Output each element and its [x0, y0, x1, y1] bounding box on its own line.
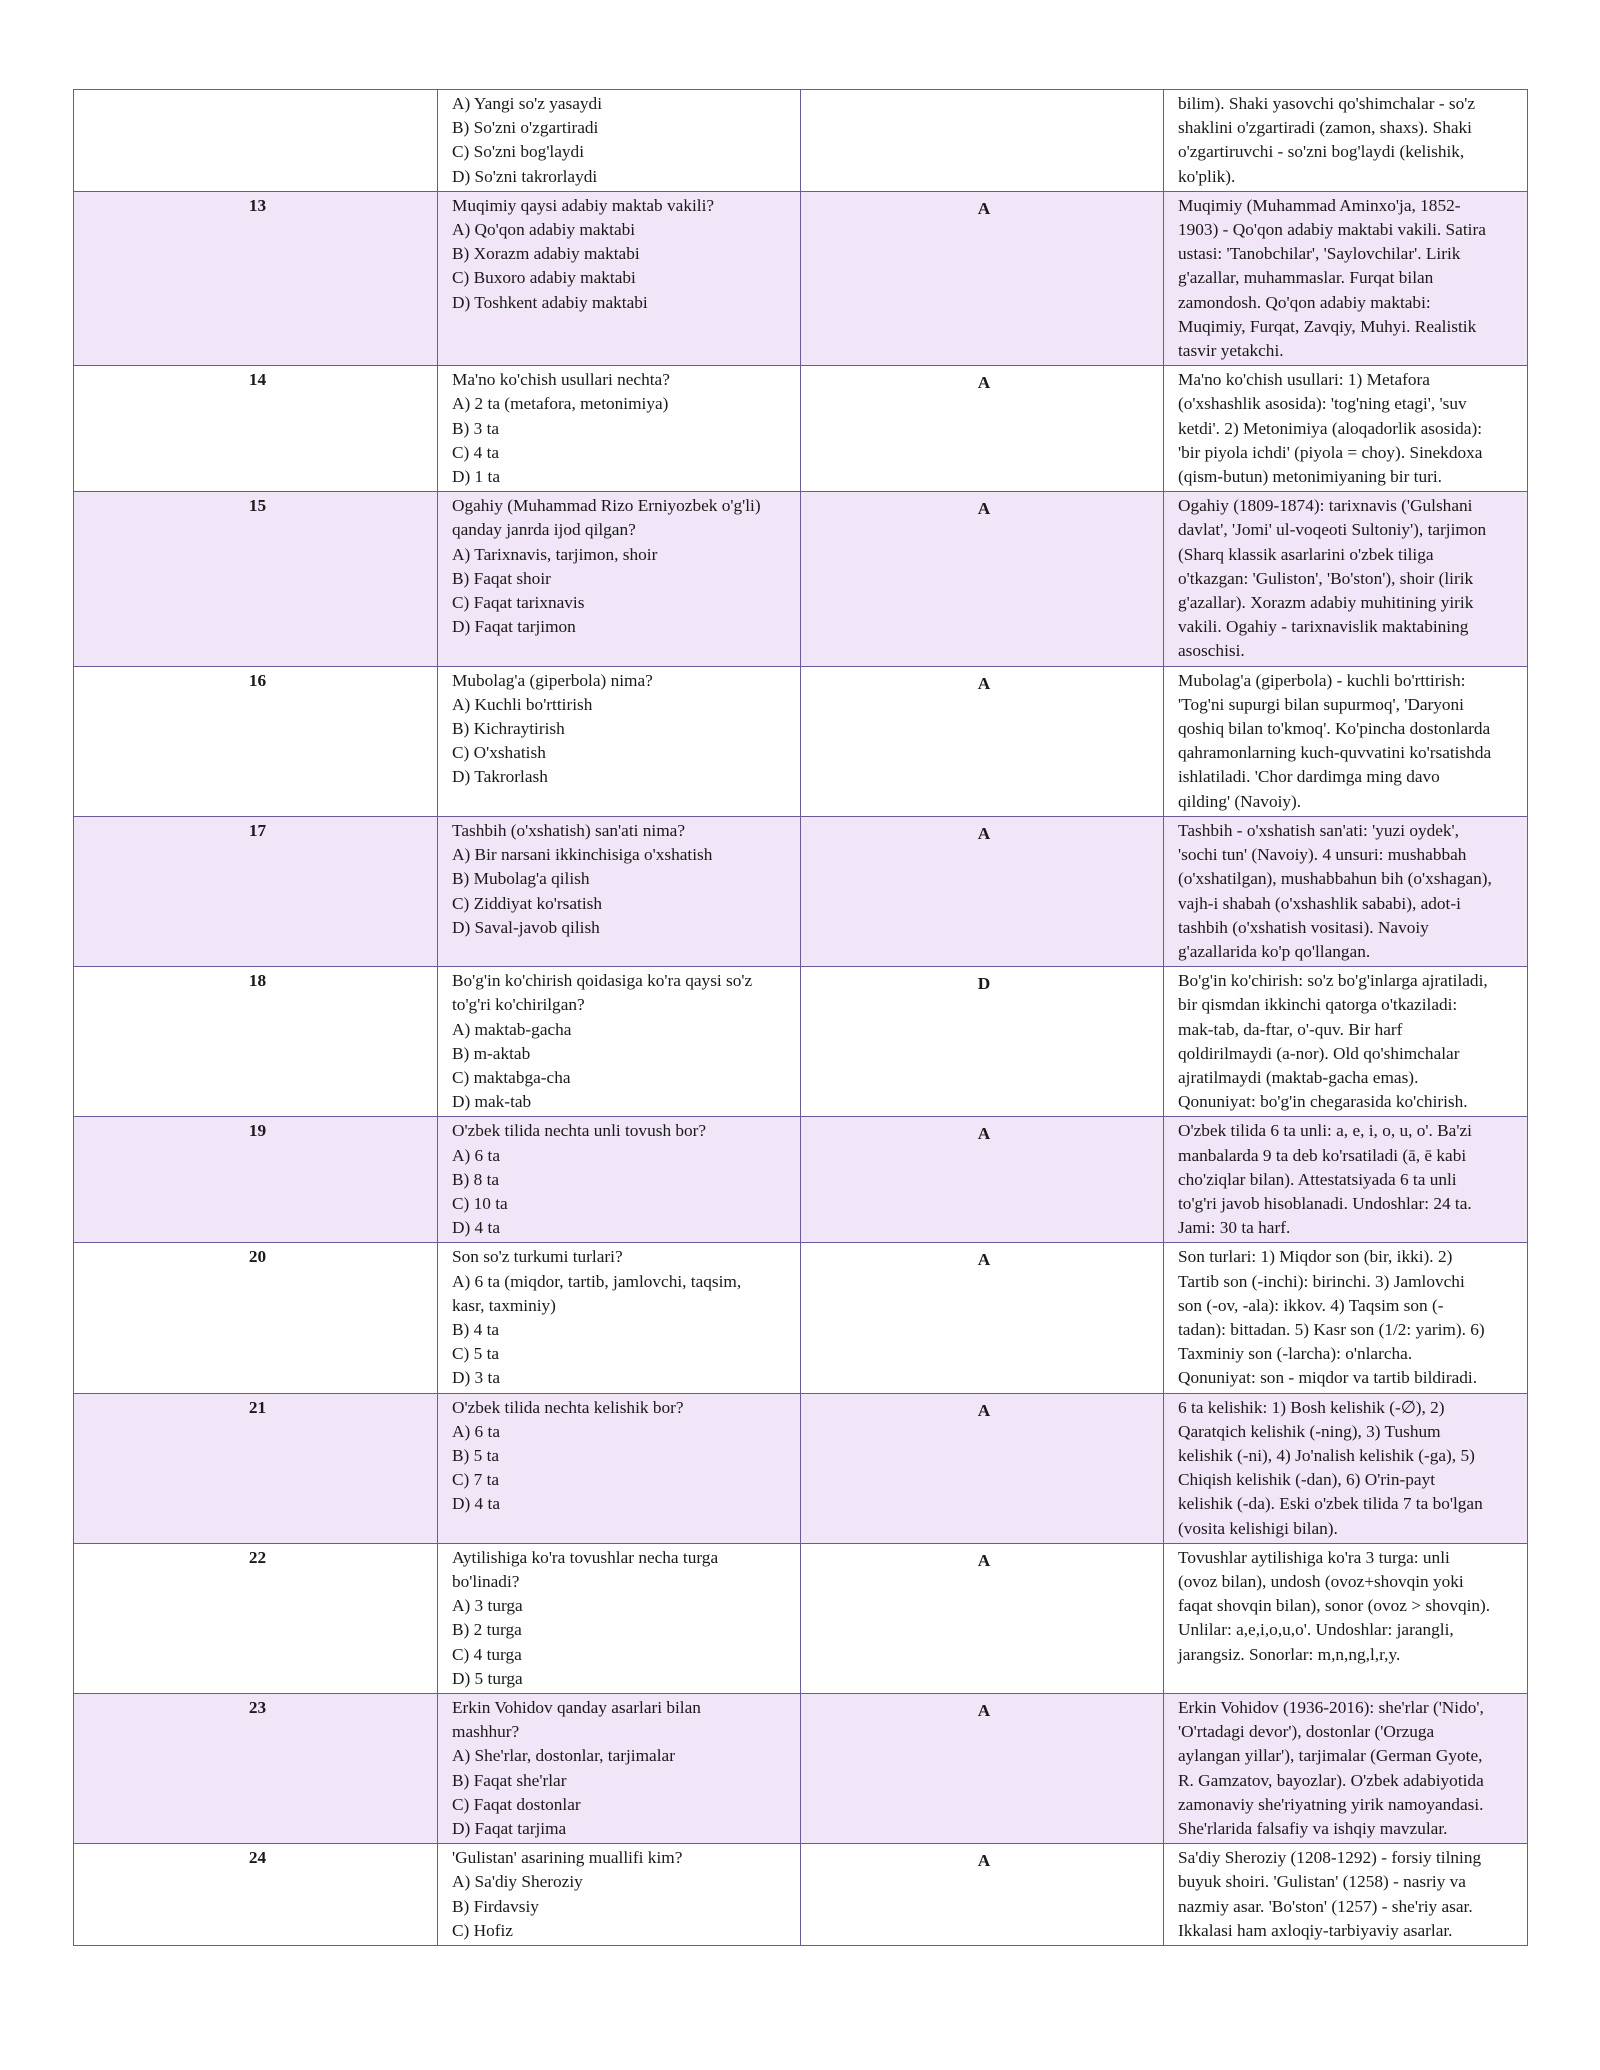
explanation-line: ketdi'. 2) Metonimiya (aloqadorlik asosida):	[1178, 418, 1483, 438]
question-line: B) 2 turga	[452, 1620, 522, 1640]
explanation-line: g'azallarida ko'p qo'llangan.	[1178, 941, 1371, 961]
explanation-line: qilding' (Navoiy).	[1178, 791, 1302, 811]
question-line: C) 4 ta	[452, 442, 500, 462]
explanation-line: tasvir yetakchi.	[1178, 341, 1284, 361]
question-line: D) mak-tab	[452, 1092, 532, 1112]
explanation-line: buyuk shoiri. 'Gulistan' (1258) - nasriy va	[1178, 1872, 1466, 1892]
question-line: B) Kichraytirish	[452, 719, 565, 739]
explanation-line: (Sharq klassik asarlarini o'zbek tiliga	[1178, 544, 1434, 564]
question-text-line: Aytilishiga ko'ra tovushlar necha turga	[452, 1547, 719, 1567]
answer-letter: A	[801, 1117, 1164, 1243]
answer-letter	[801, 90, 1164, 192]
explanation-line: Qonuniyat: bo'g'in chegarasida ko'chirish.	[1178, 1092, 1468, 1112]
explanation-line: nazmiy asar. 'Bo'ston' (1257) - she'riy asar.	[1178, 1896, 1473, 1916]
explanation-line: bilim). Shaki yasovchi qo'shimchalar - so'z	[1178, 94, 1476, 113]
explanation-line: to'g'ri javob hisoblanadi. Undoshlar: 24 ta.	[1178, 1193, 1472, 1213]
question-line: bo'linadi?	[452, 1571, 520, 1591]
question-text-line: Ma'no ko'chish usullari nechta?	[452, 370, 670, 390]
question-line: to'g'ri ko'chirilgan?	[452, 995, 585, 1015]
explanation-line: 6 ta kelishik: 1) Bosh kelishik (-∅), 2)	[1178, 1397, 1445, 1417]
question-row	[74, 967, 1528, 1117]
question-row	[74, 1393, 1528, 1543]
question-number: 19	[74, 1117, 438, 1243]
question-line: B) So'zni o'zgartiradi	[452, 118, 599, 138]
question-row	[74, 191, 1528, 365]
explanation-line: (ovoz bilan), undosh (ovoz+shovqin yoki	[1178, 1571, 1464, 1591]
explanation-line: faqat shovqin bilan), sonor (ovoz > shovqin).	[1178, 1596, 1491, 1616]
explanation-line: son (-ov, -ala): ikkov. 4) Taqsim son (-	[1178, 1295, 1444, 1315]
question-text-cell	[438, 90, 801, 192]
question-text-line: Muqimiy qaysi adabiy maktab vakili?	[452, 195, 715, 215]
answer-letter: A	[801, 191, 1164, 365]
question-row	[74, 816, 1528, 966]
explanation-line: tashbih (o'xshatish vositasi). Navoiy	[1178, 917, 1429, 937]
explanation-cell	[1164, 1243, 1528, 1393]
explanation-line: g'azallar, muhammaslar. Furqat bilan	[1178, 268, 1434, 288]
question-line: C) Ziddiyat ko'rsatish	[452, 893, 602, 913]
question-text-cell	[438, 816, 801, 966]
explanation-cell	[1164, 967, 1528, 1117]
question-row	[74, 492, 1528, 666]
explanation-line: (qism-butun) metonimiyaning bir turi.	[1178, 467, 1442, 487]
question-line: C) Buxoro adabiy maktabi	[452, 268, 636, 288]
question-text-line: Son so'z turkumi turlari?	[452, 1247, 623, 1267]
question-table-body	[74, 90, 1528, 1946]
question-line: D) 1 ta	[452, 467, 500, 487]
explanation-line: Chiqish kelishik (-dan), 6) O'rin-payt	[1178, 1470, 1436, 1490]
explanation-line: 'bir piyola ichdi' (piyola = choy). Sinekdoxa	[1178, 442, 1483, 462]
question-text-line: O'zbek tilida nechta unli tovush bor?	[452, 1121, 707, 1141]
question-number: 16	[74, 666, 438, 816]
explanation-line: Muqimiy, Furqat, Zavqiy, Muhyi. Realistik	[1178, 316, 1477, 336]
question-line: C) maktabga-cha	[452, 1067, 571, 1087]
question-line: B) 3 ta	[452, 418, 500, 438]
question-text-cell	[438, 1543, 801, 1693]
question-number: 17	[74, 816, 438, 966]
question-text-cell	[438, 967, 801, 1117]
explanation-line: tadan): bittadan. 5) Kasr son (1/2: yarim). 6)	[1178, 1319, 1485, 1339]
explanation-cell	[1164, 1844, 1528, 1946]
explanation-line: Qaratqich kelishik (-ning), 3) Tushum	[1178, 1421, 1441, 1441]
question-line: D) So'zni takrorlaydi	[452, 166, 598, 186]
question-line: C) Faqat tarixnavis	[452, 593, 585, 613]
explanation-line: Ikkalasi ham axloqiy-tarbiyaviy asarlar.	[1178, 1920, 1453, 1940]
explanation-line: kelishik (-da). Eski o'zbek tilida 7 ta bo'lgan	[1178, 1494, 1483, 1514]
question-row	[74, 90, 1528, 192]
explanation-line: shaklini o'zgartiradi (zamon, shaxs). Shaki	[1178, 118, 1472, 138]
question-number: 14	[74, 366, 438, 492]
question-row	[74, 1694, 1528, 1844]
question-text-line: Erkin Vohidov qanday asarlari bilan	[452, 1698, 701, 1717]
explanation-line: Unlilar: a,e,i,o,u,o'. Undoshlar: jarangli,	[1178, 1620, 1454, 1640]
question-line: B) Firdavsiy	[452, 1896, 539, 1916]
explanation-cell	[1164, 1694, 1528, 1844]
question-text-line: Mubolag'a (giperbola) nima?	[452, 670, 653, 690]
question-text-cell	[438, 1694, 801, 1844]
explanation-line: mak-tab, da-ftar, o'-quv. Bir harf	[1178, 1019, 1403, 1039]
question-number: 23	[74, 1694, 438, 1844]
question-number	[74, 90, 438, 192]
explanation-line: kelishik (-ni), 4) Jo'nalish kelishik (-ga), 5)	[1178, 1445, 1475, 1465]
question-line: C) Faqat dostonlar	[452, 1794, 581, 1814]
question-line: A) Qo'qon adabiy maktabi	[452, 220, 636, 240]
question-row	[74, 666, 1528, 816]
question-line: B) 5 ta	[452, 1445, 500, 1465]
question-number: 24	[74, 1844, 438, 1946]
explanation-cell	[1164, 1117, 1528, 1243]
explanation-line: qahramonlarning kuch-quvvatini ko'rsatishda	[1178, 743, 1492, 763]
explanation-line: o'zgartiruvchi - so'zni bog'laydi (kelishik,	[1178, 142, 1465, 162]
explanation-line: Tartib son (-inchi): birinchi. 3) Jamlovchi	[1178, 1271, 1465, 1291]
question-line: A) 6 ta	[452, 1421, 500, 1441]
question-line: C) 10 ta	[452, 1193, 508, 1213]
explanation-line: Muqimiy (Muhammad Aminxo'ja, 1852-	[1178, 195, 1461, 215]
question-line: B) 8 ta	[452, 1169, 500, 1189]
question-line: D) Takrorlash	[452, 767, 548, 787]
question-text-cell	[438, 1243, 801, 1393]
answer-letter: A	[801, 1243, 1164, 1393]
explanation-line: qoshiq bilan to'kmoq'. Ko'pincha dostonlarda	[1178, 719, 1491, 739]
explanation-line: ustasi: 'Tanobchilar', 'Saylovchilar'. Lirik	[1178, 244, 1461, 264]
question-text-line: Tashbih (o'xshatish) san'ati nima?	[452, 820, 685, 840]
question-text-line: O'zbek tilida nechta kelishik bor?	[452, 1397, 684, 1417]
question-row	[74, 1844, 1528, 1946]
question-line: B) Faqat she'rlar	[452, 1770, 567, 1790]
explanation-line: R. Gamzatov, bayozlar). O'zbek adabiyotida	[1178, 1770, 1484, 1790]
explanation-line: cho'ziqlar bilan). Attestatsiyada 6 ta unli	[1178, 1169, 1457, 1189]
explanation-line: g'azallar). Xorazm adabiy muhitining yirik	[1178, 593, 1474, 613]
question-row	[74, 1117, 1528, 1243]
question-line: qanday janrda ijod qilgan?	[452, 520, 636, 540]
question-line: A) 6 ta (miqdor, tartib, jamlovchi, taqsim,	[452, 1271, 742, 1291]
question-text-cell	[438, 191, 801, 365]
explanation-line: Qonuniyat: son - miqdor va tartib bildiradi.	[1178, 1368, 1478, 1388]
question-line: A) 3 turga	[452, 1596, 523, 1616]
explanation-line: davlat', 'Jomi' ul-voqeoti Sultoniy'), tarjimon	[1178, 520, 1487, 540]
explanation-line: asoschisi.	[1178, 641, 1245, 661]
question-line: kasr, taxminiy)	[452, 1295, 556, 1315]
question-line: C) 4 turga	[452, 1644, 522, 1664]
question-number: 20	[74, 1243, 438, 1393]
explanation-cell	[1164, 191, 1528, 365]
question-text-line: Ogahiy (Muhammad Rizo Erniyozbek o'g'li)	[452, 496, 761, 516]
explanation-line: 'sochi tun' (Navoiy). 4 unsuri: mushabbah	[1178, 845, 1467, 865]
question-text-cell	[438, 366, 801, 492]
explanation-line: (vosita kelishigi bilan).	[1178, 1518, 1338, 1538]
explanation-line: 1903) - Qo'qon adabiy maktabi vakili. Satira	[1178, 220, 1486, 240]
question-line: A) Sa'diy Sheroziy	[452, 1872, 583, 1892]
explanation-cell	[1164, 90, 1528, 192]
question-line: D) 4 ta	[452, 1218, 500, 1238]
explanation-line: bir qismdan ikkinchi qatorga o'tkaziladi:	[1178, 995, 1458, 1015]
question-line: A) She'rlar, dostonlar, tarjimalar	[452, 1746, 675, 1766]
question-row	[74, 1543, 1528, 1693]
explanation-line: Tovushlar aytilishiga ko'ra 3 turga: unli	[1178, 1547, 1450, 1567]
explanation-line: ko'plik).	[1178, 166, 1236, 186]
answer-letter: A	[801, 1694, 1164, 1844]
question-line: C) 5 ta	[452, 1344, 500, 1364]
answer-letter: A	[801, 1844, 1164, 1946]
question-text-cell	[438, 1393, 801, 1543]
explanation-line: Bo'g'in ko'chirish: so'z bo'g'inlarga ajratiladi,	[1178, 971, 1488, 991]
explanation-cell	[1164, 1543, 1528, 1693]
question-number: 21	[74, 1393, 438, 1543]
question-line: C) So'zni bog'laydi	[452, 142, 584, 162]
explanation-line: qoldirilmaydi (a-nor). Old qo'shimchalar	[1178, 1043, 1460, 1063]
question-line: D) Toshkent adabiy maktabi	[452, 292, 648, 312]
question-line: D) Faqat tarjima	[452, 1819, 567, 1839]
explanation-line: 'Tog'ni supurgi bilan supurmoq', 'Daryoni	[1178, 694, 1464, 714]
explanation-line: (o'xshatilgan), mushabbahun bih (o'xshagan),	[1178, 869, 1492, 889]
question-number: 13	[74, 191, 438, 365]
question-line: B) 4 ta	[452, 1319, 500, 1339]
question-text-cell	[438, 492, 801, 666]
question-line: B) Faqat shoir	[452, 568, 551, 588]
explanation-line: zamondosh. Qo'qon adabiy maktabi:	[1178, 292, 1431, 312]
answer-letter: A	[801, 666, 1164, 816]
explanation-cell	[1164, 1393, 1528, 1543]
question-line: D) 5 turga	[452, 1668, 523, 1688]
explanation-line: aylangan yillar'), tarjimalar (German Gyote,	[1178, 1746, 1483, 1766]
question-text-line: Bo'g'in ko'chirish qoidasiga ko'ra qaysi so'z	[452, 971, 753, 991]
explanation-line: Jami: 30 ta harf.	[1178, 1218, 1291, 1238]
question-text-cell	[438, 1844, 801, 1946]
question-table	[73, 89, 1528, 1946]
question-line: A) Bir narsani ikkinchisiga o'xshatish	[452, 845, 713, 865]
question-row	[74, 1243, 1528, 1393]
question-line: A) Kuchli bo'rttirish	[452, 694, 593, 714]
explanation-line: jarangsiz. Sonorlar: m,n,ng,l,r,y.	[1178, 1644, 1401, 1664]
explanation-line: (o'xshashlik asosida): 'tog'ning etagi', 'suv	[1178, 394, 1467, 414]
question-line: A) 2 ta (metafora, metonimiya)	[452, 394, 669, 414]
explanation-line: Erkin Vohidov (1936-2016): she'rlar ('Nido',	[1178, 1698, 1484, 1717]
question-number: 18	[74, 967, 438, 1117]
explanation-line: manbalarda 9 ta deb ko'rsatiladi (ā, ē kabi	[1178, 1145, 1467, 1165]
question-text-cell	[438, 666, 801, 816]
question-line: A) 6 ta	[452, 1145, 500, 1165]
explanation-cell	[1164, 366, 1528, 492]
answer-letter: A	[801, 816, 1164, 966]
explanation-line: Taxminiy son (-larcha): o'nlarcha.	[1178, 1344, 1413, 1364]
answer-letter: A	[801, 492, 1164, 666]
explanation-line: O'zbek tilida 6 ta unli: a, e, i, o, u, o'. Ba'zi	[1178, 1121, 1472, 1141]
answer-letter: A	[801, 1393, 1164, 1543]
question-number: 22	[74, 1543, 438, 1693]
question-line: B) Mubolag'a qilish	[452, 869, 590, 889]
question-line: D) 3 ta	[452, 1368, 500, 1388]
question-text-cell	[438, 1117, 801, 1243]
question-text-line: 'Gulistan' asarining muallifi kim?	[452, 1848, 683, 1868]
question-number: 15	[74, 492, 438, 666]
answer-letter: A	[801, 1543, 1164, 1693]
explanation-line: o'tkazgan: 'Guliston', 'Bo'ston'), shoir (lirik	[1178, 568, 1474, 588]
explanation-line: Ma'no ko'chish usullari: 1) Metafora	[1178, 370, 1430, 390]
explanation-line: Son turlari: 1) Miqdor son (bir, ikki). 2)	[1178, 1247, 1453, 1267]
explanation-cell	[1164, 816, 1528, 966]
question-line: B) m-aktab	[452, 1043, 531, 1063]
explanation-line: vajh-i shabah (o'xshashlik sababi), adot-i	[1178, 893, 1461, 913]
question-line: C) 7 ta	[452, 1470, 500, 1490]
explanation-line: Tashbih - o'xshatish san'ati: 'yuzi oydek',	[1178, 820, 1459, 840]
question-text-line: A) Yangi so'z yasaydi	[452, 94, 602, 113]
explanation-line: 'O'rtadagi devor'), dostonlar ('Orzuga	[1178, 1722, 1435, 1742]
explanation-line: Mubolag'a (giperbola) - kuchli bo'rttirish:	[1178, 670, 1466, 690]
question-line: D) Faqat tarjimon	[452, 617, 576, 637]
question-line: mashhur?	[452, 1722, 520, 1742]
explanation-line: ajratilmaydi (maktab-gacha emas).	[1178, 1067, 1419, 1087]
explanation-line: Sa'diy Sheroziy (1208-1292) - forsiy tilning	[1178, 1848, 1482, 1868]
question-line: A) Tarixnavis, tarjimon, shoir	[452, 544, 658, 564]
explanation-cell	[1164, 492, 1528, 666]
question-line: D) 4 ta	[452, 1494, 500, 1514]
answer-letter: D	[801, 967, 1164, 1117]
question-line: C) Hofiz	[452, 1920, 513, 1940]
question-line: A) maktab-gacha	[452, 1019, 572, 1039]
explanation-line: Ogahiy (1809-1874): tarixnavis ('Gulshani	[1178, 496, 1473, 516]
explanation-line: She'rlarida falsafiy va ishqiy mavzular.	[1178, 1819, 1448, 1839]
answer-letter: A	[801, 366, 1164, 492]
explanation-cell	[1164, 666, 1528, 816]
question-line: B) Xorazm adabiy maktabi	[452, 244, 640, 264]
question-row	[74, 366, 1528, 492]
explanation-line: vakili. Ogahiy - tarixnavislik maktabining	[1178, 617, 1469, 637]
explanation-line: zamonaviy she'riyatning yirik namoyandasi.	[1178, 1794, 1484, 1814]
explanation-line: ishlatiladi. 'Chor dardimga ming davo	[1178, 767, 1440, 787]
question-line: C) O'xshatish	[452, 743, 546, 763]
question-line: D) Saval-javob qilish	[452, 917, 600, 937]
